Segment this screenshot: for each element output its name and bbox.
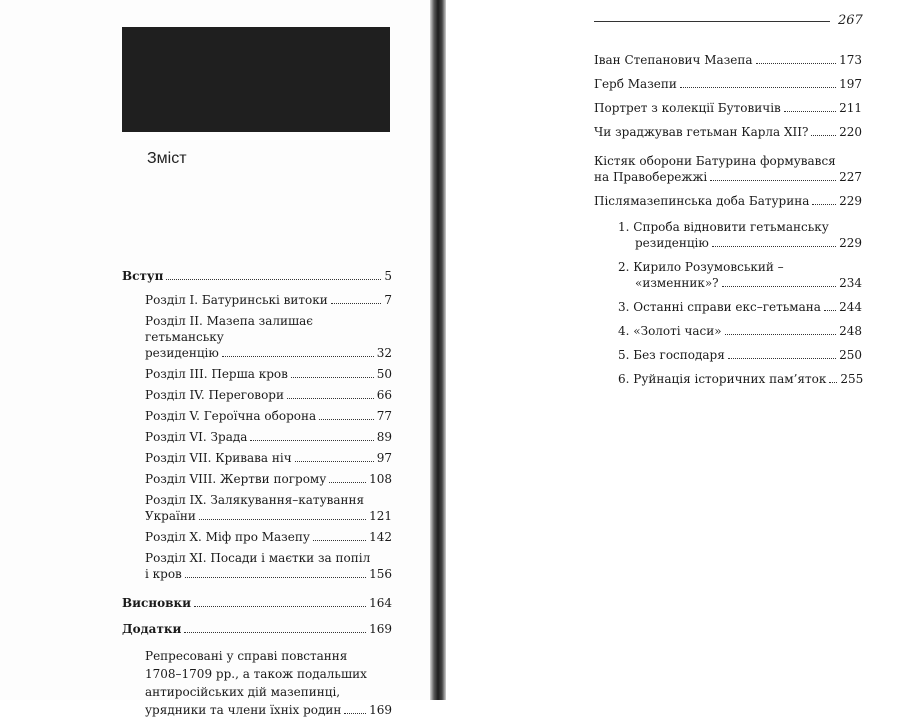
toc-entry-page: 169 — [369, 622, 392, 636]
toc-entry-chapter-6[interactable] — [122, 429, 392, 445]
toc-entry-page: 50 — [376, 367, 392, 381]
toc-entry-chapter-10[interactable] — [122, 529, 392, 545]
toc-right — [594, 52, 862, 387]
toc-entry-text: Розділ V. Героїчна оборона — [145, 409, 317, 423]
toc-entry-page: 169 — [369, 703, 392, 717]
toc-entry-page: 227 — [839, 170, 862, 184]
toc-entry-page: 197 — [839, 77, 862, 91]
toc-entry-portrait[interactable] — [594, 100, 862, 116]
toc-entry-text: Розділ IV. Переговори — [145, 388, 284, 402]
toc-entry-page: 142 — [369, 530, 392, 544]
toc-entry-text: 1. Спроба відновити гетьманську — [618, 220, 829, 234]
toc-entry-page: 250 — [839, 348, 862, 362]
title-decoration-block — [122, 27, 390, 132]
toc-entry-text: Розділ ІІІ. Перша кров — [145, 367, 288, 381]
page-number: 267 — [838, 13, 863, 28]
toc-entry-sub-4[interactable] — [594, 323, 862, 339]
toc-entry-sub-3[interactable] — [594, 299, 862, 315]
toc-entry-text: Кістяк оборони Батурина формувався — [594, 154, 836, 168]
toc-entry-betrayal[interactable] — [594, 124, 862, 140]
header-rule — [594, 21, 830, 22]
toc-entry-text: Герб Мазепи — [594, 77, 677, 91]
toc-entry-text: Розділ Х. Міф про Мазепу — [145, 530, 310, 544]
toc-title: Зміст — [147, 150, 187, 167]
toc-entry-page: 32 — [376, 346, 392, 360]
toc-entry-page: 244 — [839, 300, 862, 314]
toc-entry-text-cont: 1708–1709 рр., а також подальших — [145, 667, 367, 681]
toc-entry-text: Післямазепинська доба Батурина — [594, 194, 810, 208]
toc-entry-chapter-11[interactable] — [122, 550, 392, 582]
toc-entry-chapter-3[interactable] — [122, 366, 392, 382]
toc-entry-chapter-5[interactable] — [122, 408, 392, 424]
toc-entry-defense-core[interactable] — [594, 153, 862, 185]
toc-entry-text: Розділ ІІ. Мазепа залишає гетьманську — [145, 314, 314, 344]
toc-entry-coat-of-arms[interactable] — [594, 76, 862, 92]
toc-left — [122, 268, 392, 719]
toc-entry-post-mazepa[interactable] — [594, 193, 862, 209]
toc-entry-mazepa[interactable] — [594, 52, 862, 68]
toc-entry-sub-2[interactable] — [594, 259, 862, 291]
toc-entry-text: Додатки — [122, 622, 182, 636]
toc-entry-text: 6. Руйнація історичних пам’яток — [618, 372, 827, 386]
toc-entry-text: Розділ ІХ. Залякування–катування — [145, 493, 365, 507]
toc-entry-text-cont: і кров — [145, 567, 182, 581]
toc-entry-text: Іван Степанович Мазепа — [594, 53, 753, 67]
toc-entry-page: 173 — [839, 53, 862, 67]
toc-entry-text: Висновки — [122, 596, 192, 610]
toc-entry-page: 248 — [839, 324, 862, 338]
toc-entry-text-cont: резиденцію — [145, 346, 219, 360]
toc-entry-page: 156 — [369, 567, 392, 581]
toc-entry-intro[interactable] — [122, 268, 392, 284]
toc-entry-page: 7 — [384, 293, 392, 307]
toc-entry-text: Портрет з колекції Бутовичів — [594, 101, 781, 115]
toc-entry-page: 229 — [839, 236, 862, 250]
toc-entry-text-cont: України — [145, 509, 196, 523]
toc-entry-chapter-4[interactable] — [122, 387, 392, 403]
toc-entry-chapter-8[interactable] — [122, 471, 392, 487]
toc-entry-page: 89 — [376, 430, 392, 444]
toc-entry-text: Розділ VI. Зрада — [145, 430, 248, 444]
toc-entry-sub-1[interactable] — [594, 219, 862, 251]
toc-entry-conclusions[interactable] — [122, 595, 392, 611]
toc-entry-text: 4. «Золоті часи» — [618, 324, 722, 338]
toc-entry-page: 229 — [839, 194, 862, 208]
toc-entry-chapter-2[interactable] — [122, 313, 392, 361]
toc-entry-text-cont: «изменник»? — [635, 276, 719, 290]
toc-entry-text: Розділ ХІ. Посади і маєтки за попіл — [145, 551, 371, 565]
toc-entry-text-cont: на Правобережжі — [594, 170, 708, 184]
toc-entry-text: Розділ VII. Кривава ніч — [145, 451, 292, 465]
toc-entry-page: 77 — [376, 409, 392, 423]
toc-entry-page: 5 — [384, 269, 392, 283]
toc-entry-text-cont: резиденцію — [635, 236, 709, 250]
toc-entry-text: Чи зраджував гетьман Карла ХІІ? — [594, 125, 809, 139]
toc-entry-text: Розділ І. Батуринські витоки — [145, 293, 328, 307]
toc-entry-chapter-7[interactable] — [122, 450, 392, 466]
toc-entry-text: 3. Останні справи екс–гетьмана — [618, 300, 821, 314]
toc-entry-page: 164 — [369, 596, 392, 610]
toc-entry-repressed[interactable] — [122, 647, 392, 719]
toc-entry-appendices[interactable] — [122, 621, 392, 637]
toc-entry-text: 2. Кирило Розумовський – — [618, 260, 784, 274]
toc-entry-chapter-9[interactable] — [122, 492, 392, 524]
toc-entry-page: 97 — [376, 451, 392, 465]
toc-entry-page: 234 — [839, 276, 862, 290]
toc-entry-text-cont: урядники та члени їхніх родин — [145, 703, 342, 717]
toc-entry-page: 108 — [369, 472, 392, 486]
toc-entry-page: 121 — [369, 509, 392, 523]
book-spine — [430, 0, 446, 700]
toc-entry-text: Вступ — [122, 269, 164, 283]
toc-entry-page: 255 — [840, 372, 864, 386]
toc-entry-text: Репресовані у справі повстання — [145, 649, 348, 663]
toc-entry-page: 220 — [839, 125, 862, 139]
toc-entry-page: 66 — [376, 388, 392, 402]
toc-entry-text: 5. Без господаря — [618, 348, 725, 362]
toc-entry-sub-5[interactable] — [594, 347, 862, 363]
toc-entry-sub-6[interactable] — [594, 371, 862, 387]
toc-entry-text: Розділ VIII. Жертви погрому — [145, 472, 327, 486]
toc-entry-text-cont: антиросійських дій мазепинці, — [145, 685, 341, 699]
toc-entry-chapter-1[interactable] — [122, 292, 392, 308]
toc-entry-page: 211 — [839, 101, 862, 115]
